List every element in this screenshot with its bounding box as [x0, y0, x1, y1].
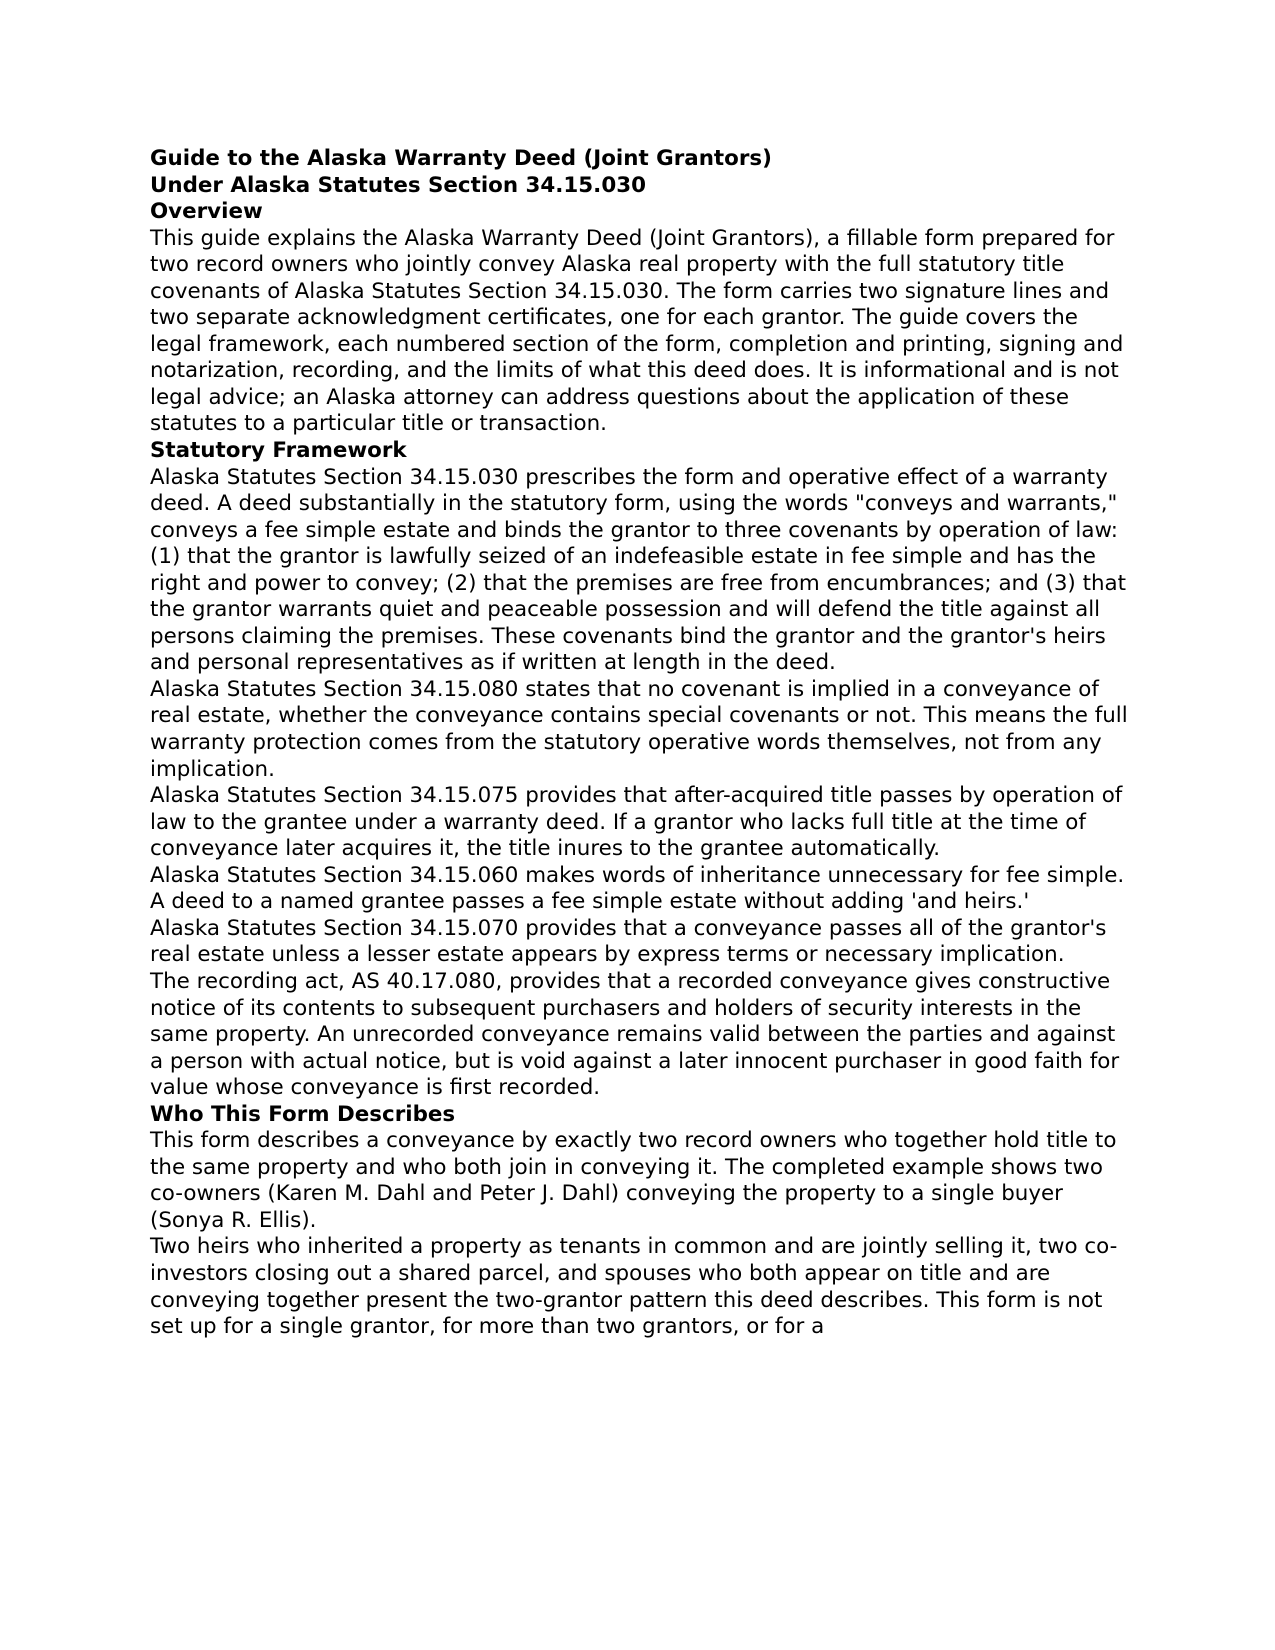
document-title-line-1: Guide to the Alaska Warranty Deed (Joint Grantors) — [150, 146, 772, 171]
document-page — [150, 146, 1130, 1341]
statutory-paragraph-34-15-030: Alaska Statutes Section 34.15.030 prescribes the form and operative effect of a warranty deed. A deed substantially in the statutory form, using the words "conveys and warrants," conveys a fee simple estate and binds the grantor to three covenants by operation of law: (1) that the grantor is lawfully seized of an indefeasible estate in fee simple and has the right and power to convey; (2) that the premises are free from encumbrances; and (3) that the grantor warrants quiet and peaceable possession and will defend the title against all persons claiming the premises. These covenants bind the grantor and the grantor's heirs and personal representatives as if written at length in the deed. — [150, 464, 1127, 676]
statutory-paragraph-recording-act: The recording act, AS 40.17.080, provides that a recorded conveyance gives constructive notice of its contents to subsequent purchasers and holders of security interests in the same property. An unrecorded conveyance remains valid between the parties and against a person with actual notice, but is void against a later innocent purchaser in good faith for value whose conveyance is first recorded. — [150, 968, 1120, 1101]
overview-paragraph: This guide explains the Alaska Warranty Deed (Joint Grantors), a fillable form prepared for two record owners who jointly convey Alaska real property with the full statutory title covenants of Alaska Statutes Section 34.15.030. The form carries two signature lines and two separate acknowledgment certificates, one for each grantor. The guide covers the legal framework, each numbered section of the form, completion and printing, signing and notarization, recording, and the limits of what this deed does. It is informational and is not legal advice; an Alaska attorney can address questions about the application of these statutes to a particular title or transaction. — [150, 225, 1124, 437]
who-paragraph-1: This form describes a conveyance by exactly two record owners who together hold title to the same property and who both join in conveying it. The completed example shows two co-owners (Karen M. Dahl and Peter J. Dahl) conveying the property to a single buyer (Sonya R. Ellis). — [150, 1128, 1117, 1233]
document-title-line-2: Under Alaska Statutes Section 34.15.030 — [150, 172, 646, 198]
statutory-paragraph-34-15-075: Alaska Statutes Section 34.15.075 provides that after-acquired title passes by operation of law to the grantee under a warranty deed. If a grantor who lacks full title at the time of conveyance later acquires it, the title inures to the grantee automatically. — [150, 783, 1123, 862]
section-heading-who-this-form-describes: Who This Form Describes — [150, 1101, 456, 1127]
statutory-paragraph-34-15-080: Alaska Statutes Section 34.15.080 states that no covenant is implied in a conveyance of real estate, whether the conveyance contains special covenants or not. This means the full warranty protection comes from the statutory operative words themselves, not from any implication. — [150, 676, 1128, 782]
statutory-paragraph-34-15-060: Alaska Statutes Section 34.15.060 makes words of inheritance unnecessary for fee simple. A deed to a named grantee passes a fee simple estate without adding 'and heirs.' — [150, 862, 1125, 915]
section-heading-statutory-framework: Statutory Framework — [150, 438, 407, 464]
statutory-paragraph-34-15-070: Alaska Statutes Section 34.15.070 provides that a conveyance passes all of the grantor's real estate unless a lesser estate appears by express terms or necessary implication. — [150, 915, 1107, 968]
who-paragraph-2: Two heirs who inherited a property as tenants in common and are jointly selling it, two co-investors closing out a shared parcel, and spouses who both appear on title and are conveying together present the two-grantor pattern this deed describes. This form is not set up for a single grantor, for more than two grantors, or for a — [150, 1234, 1118, 1340]
section-heading-overview: Overview — [150, 199, 263, 225]
